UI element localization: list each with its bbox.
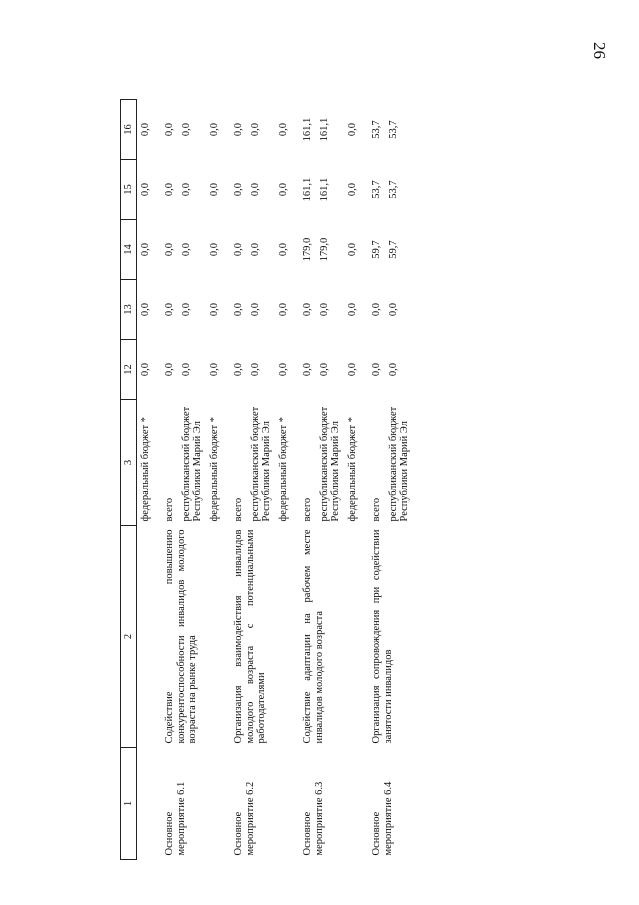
table-row xyxy=(137,100,154,860)
value-cell: 0,0 xyxy=(347,122,358,137)
value-cell: 0,0 xyxy=(180,302,192,317)
col-header: 16 xyxy=(121,100,137,160)
value-cell: 0,0 xyxy=(140,122,151,137)
source-cell: республиканский бюджет Республики Марий Эл xyxy=(387,406,411,522)
value-cell: 0,0 xyxy=(140,302,151,317)
source-cell: федеральный бюджет * xyxy=(278,416,289,522)
source-cell: республиканский бюджет Республики Марий Эл xyxy=(249,406,273,522)
col-header: 1 xyxy=(121,748,137,860)
rotated-table-container xyxy=(120,100,530,860)
table-row xyxy=(223,100,247,860)
source-cell: всего xyxy=(163,497,175,522)
source-cell: федеральный бюджет * xyxy=(140,416,151,522)
value-cell: 0,0 xyxy=(318,362,330,377)
value-cell: 0,0 xyxy=(232,362,244,377)
col-header: 14 xyxy=(121,220,137,280)
value-cell: 0,0 xyxy=(278,362,289,377)
value-cell: 161,1 xyxy=(318,117,330,142)
activity-cell: Организация сопровождения при содействии занятости инвалидов xyxy=(370,529,394,744)
value-cell: 53,7 xyxy=(387,180,399,199)
value-cell: 0,0 xyxy=(347,362,358,377)
value-cell: 179,0 xyxy=(301,237,313,262)
value-cell: 0,0 xyxy=(278,302,289,317)
page-number: 26 xyxy=(590,42,609,59)
measure-cell xyxy=(137,748,154,860)
measure-cell: Основное мероприятие 6.4 xyxy=(370,781,394,856)
col-header: 15 xyxy=(121,160,137,220)
activity-cell: Содействие повышению конкурентоспособности инвалидов молодого возраста на рынке труда xyxy=(163,529,199,744)
value-cell: 53,7 xyxy=(387,120,399,139)
value-cell: 0,0 xyxy=(278,122,289,137)
col-header: 12 xyxy=(121,340,137,400)
value-cell: 59,7 xyxy=(387,240,399,259)
value-cell: 0,0 xyxy=(249,182,261,197)
col-header: 13 xyxy=(121,280,137,340)
value-cell: 0,0 xyxy=(278,242,289,257)
activity-cell: Содействие адаптации на рабочем месте инвалидов молодого возраста xyxy=(301,529,325,744)
source-cell: республиканский бюджет Республики Марий Эл xyxy=(180,406,204,522)
value-cell: 0,0 xyxy=(301,302,313,317)
value-cell: 0,0 xyxy=(232,182,244,197)
value-cell: 0,0 xyxy=(278,182,289,197)
value-cell: 0,0 xyxy=(249,362,261,377)
measure-cell: Основное мероприятие 6.1 xyxy=(163,781,187,856)
table-row xyxy=(154,100,178,860)
value-cell: 0,0 xyxy=(140,242,151,257)
activity-cell xyxy=(137,526,154,748)
value-cell: 161,1 xyxy=(318,177,330,202)
source-cell: федеральный бюджет * xyxy=(209,416,220,522)
value-cell: 0,0 xyxy=(163,362,175,377)
measure-cell: Основное мероприятие 6.2 xyxy=(232,781,256,856)
value-cell: 0,0 xyxy=(140,362,151,377)
source-cell: федеральный бюджет * xyxy=(347,416,358,522)
table-row xyxy=(292,100,316,860)
value-cell: 0,0 xyxy=(249,242,261,257)
value-cell: 0,0 xyxy=(370,302,382,317)
value-cell: 0,0 xyxy=(180,122,192,137)
source-cell: всего xyxy=(301,497,313,522)
col-header: 3 xyxy=(121,400,137,526)
value-cell: 53,7 xyxy=(370,180,382,199)
value-cell: 0,0 xyxy=(387,302,399,317)
value-cell: 0,0 xyxy=(347,302,358,317)
table-row xyxy=(361,100,385,860)
col-header: 2 xyxy=(121,526,137,748)
value-cell: 53,7 xyxy=(370,120,382,139)
value-cell: 0,0 xyxy=(232,122,244,137)
value-cell: 0,0 xyxy=(180,242,192,257)
value-cell: 0,0 xyxy=(232,302,244,317)
source-cell: республиканский бюджет Республики Марий Эл xyxy=(318,406,342,522)
value-cell: 0,0 xyxy=(209,362,220,377)
source-cell: всего xyxy=(370,497,382,522)
value-cell: 0,0 xyxy=(163,242,175,257)
value-cell: 0,0 xyxy=(249,122,261,137)
value-cell: 0,0 xyxy=(180,182,192,197)
value-cell: 0,0 xyxy=(209,302,220,317)
value-cell: 0,0 xyxy=(347,182,358,197)
value-cell: 0,0 xyxy=(140,182,151,197)
value-cell: 0,0 xyxy=(209,242,220,257)
value-cell: 59,7 xyxy=(370,240,382,259)
value-cell: 0,0 xyxy=(387,362,399,377)
header-row xyxy=(121,100,137,860)
value-cell: 0,0 xyxy=(347,242,358,257)
value-cell: 161,1 xyxy=(301,177,313,202)
value-cell: 0,0 xyxy=(163,122,175,137)
value-cell: 0,0 xyxy=(232,242,244,257)
value-cell: 0,0 xyxy=(163,182,175,197)
value-cell: 0,0 xyxy=(209,122,220,137)
value-cell: 0,0 xyxy=(209,182,220,197)
activity-cell: Организация взаимодействия инвалидов молодого возраста с потенциальными работодателями xyxy=(232,529,268,744)
measure-cell: Основное мероприятие 6.3 xyxy=(301,781,325,856)
value-cell: 179,0 xyxy=(318,237,330,262)
value-cell: 0,0 xyxy=(370,362,382,377)
value-cell: 0,0 xyxy=(249,302,261,317)
value-cell: 0,0 xyxy=(163,302,175,317)
value-cell: 0,0 xyxy=(318,302,330,317)
value-cell: 0,0 xyxy=(180,362,192,377)
value-cell: 161,1 xyxy=(301,117,313,142)
source-cell: всего xyxy=(232,497,244,522)
value-cell: 0,0 xyxy=(301,362,313,377)
budget-table xyxy=(120,99,413,860)
